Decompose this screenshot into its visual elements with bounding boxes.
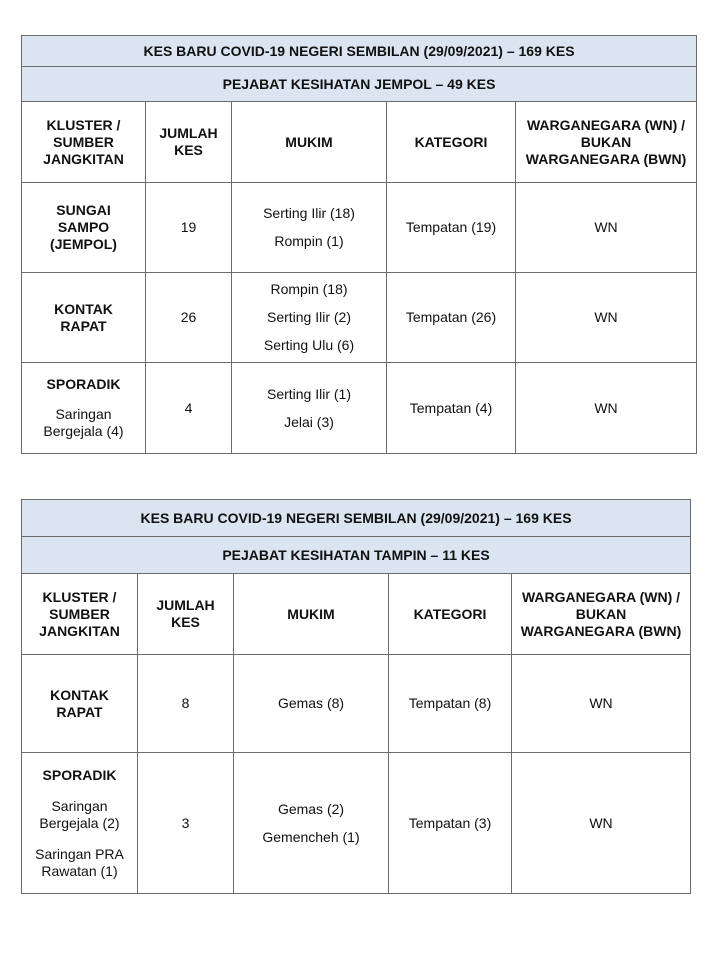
table-title: KES BARU COVID-19 NEGERI SEMBILAN (29/09/2021) – 169 KES (22, 36, 697, 67)
header-citizenship: WARGANEGARA (WN) / BUKAN WARGANEGARA (BWN) (512, 574, 691, 655)
total-cell: 26 (146, 273, 232, 363)
cluster-line: RAPAT (56, 703, 103, 720)
cluster-line: RAPAT (60, 317, 107, 334)
total-cell: 3 (138, 753, 234, 894)
mukim-line: Serting Ulu (6) (263, 337, 355, 353)
mukim-line: Gemencheh (1) (262, 828, 360, 845)
citizenship-cell: WN (512, 655, 691, 753)
tampin-table (21, 499, 691, 894)
cluster-line: KONTAK (54, 300, 113, 317)
cluster-cell (22, 183, 146, 273)
office-title: PEJABAT KESIHATAN JEMPOL – 49 KES (22, 67, 697, 102)
header-total: JUMLAH KES (146, 102, 232, 183)
mukim-cell (232, 273, 387, 363)
category-cell: Tempatan (19) (387, 183, 516, 273)
header-row (22, 102, 697, 183)
cluster-title: SPORADIK (42, 766, 117, 783)
citizenship-cell: WN (516, 363, 697, 454)
header-mukim: MUKIM (234, 574, 389, 655)
cluster-cell (22, 363, 146, 454)
header-total: JUMLAH KES (138, 574, 234, 655)
cluster-line: (JEMPOL) (50, 236, 117, 252)
jempol-table (21, 35, 697, 454)
table-row (22, 273, 697, 363)
mukim-cell (234, 753, 389, 894)
cluster-item: Saringan PRA Rawatan (1) (35, 845, 124, 879)
total-cell: 4 (146, 363, 232, 454)
mukim-line: Serting Ilir (2) (266, 309, 352, 325)
header-row (22, 574, 691, 655)
header-mukim: MUKIM (232, 102, 387, 183)
header-cluster: KLUSTER / SUMBER JANGKITAN (22, 102, 146, 183)
total-cell: 19 (146, 183, 232, 273)
mukim-cell (232, 183, 387, 273)
header-cluster: KLUSTER / SUMBER JANGKITAN (22, 574, 138, 655)
mukim-cell (232, 363, 387, 454)
mukim-line: Jelai (3) (284, 413, 334, 430)
citizenship-cell: WN (516, 183, 697, 273)
cluster-item: Saringan Bergejala (2) (39, 797, 120, 831)
cluster-item: Saringan Bergejala (4) (43, 406, 124, 439)
header-category: KATEGORI (387, 102, 516, 183)
category-cell: Tempatan (4) (387, 363, 516, 454)
mukim-line: Rompin (18) (270, 281, 348, 297)
cluster-cell (22, 273, 146, 363)
mukim-cell (234, 655, 389, 753)
table-row (22, 655, 691, 753)
cluster-cell (22, 655, 138, 753)
mukim-line: Gemas (2) (277, 800, 345, 817)
cluster-line: KONTAK (50, 686, 109, 703)
category-cell: Tempatan (8) (389, 655, 512, 753)
citizenship-cell: WN (512, 753, 691, 894)
cluster-line: SAMPO (57, 219, 110, 235)
citizenship-cell: WN (516, 273, 697, 363)
office-title: PEJABAT KESIHATAN TAMPIN – 11 KES (22, 537, 691, 574)
table-title: KES BARU COVID-19 NEGERI SEMBILAN (29/09/2021) – 169 KES (22, 500, 691, 537)
category-cell: Tempatan (3) (389, 753, 512, 894)
mukim-line: Gemas (8) (277, 695, 345, 711)
cluster-line: SUNGAI (56, 202, 111, 218)
cluster-title: SPORADIK (46, 376, 121, 392)
table-row (22, 183, 697, 273)
mukim-line: Serting Ilir (18) (263, 205, 355, 221)
header-citizenship: WARGANEGARA (WN) / BUKAN WARGANEGARA (BWN) (516, 102, 697, 183)
header-category: KATEGORI (389, 574, 512, 655)
mukim-line: Serting Ilir (1) (266, 385, 352, 402)
total-cell: 8 (138, 655, 234, 753)
mukim-line: Rompin (1) (274, 233, 344, 249)
category-cell: Tempatan (26) (387, 273, 516, 363)
table-row (22, 363, 697, 454)
table-row (22, 753, 691, 894)
cluster-cell (22, 753, 138, 894)
